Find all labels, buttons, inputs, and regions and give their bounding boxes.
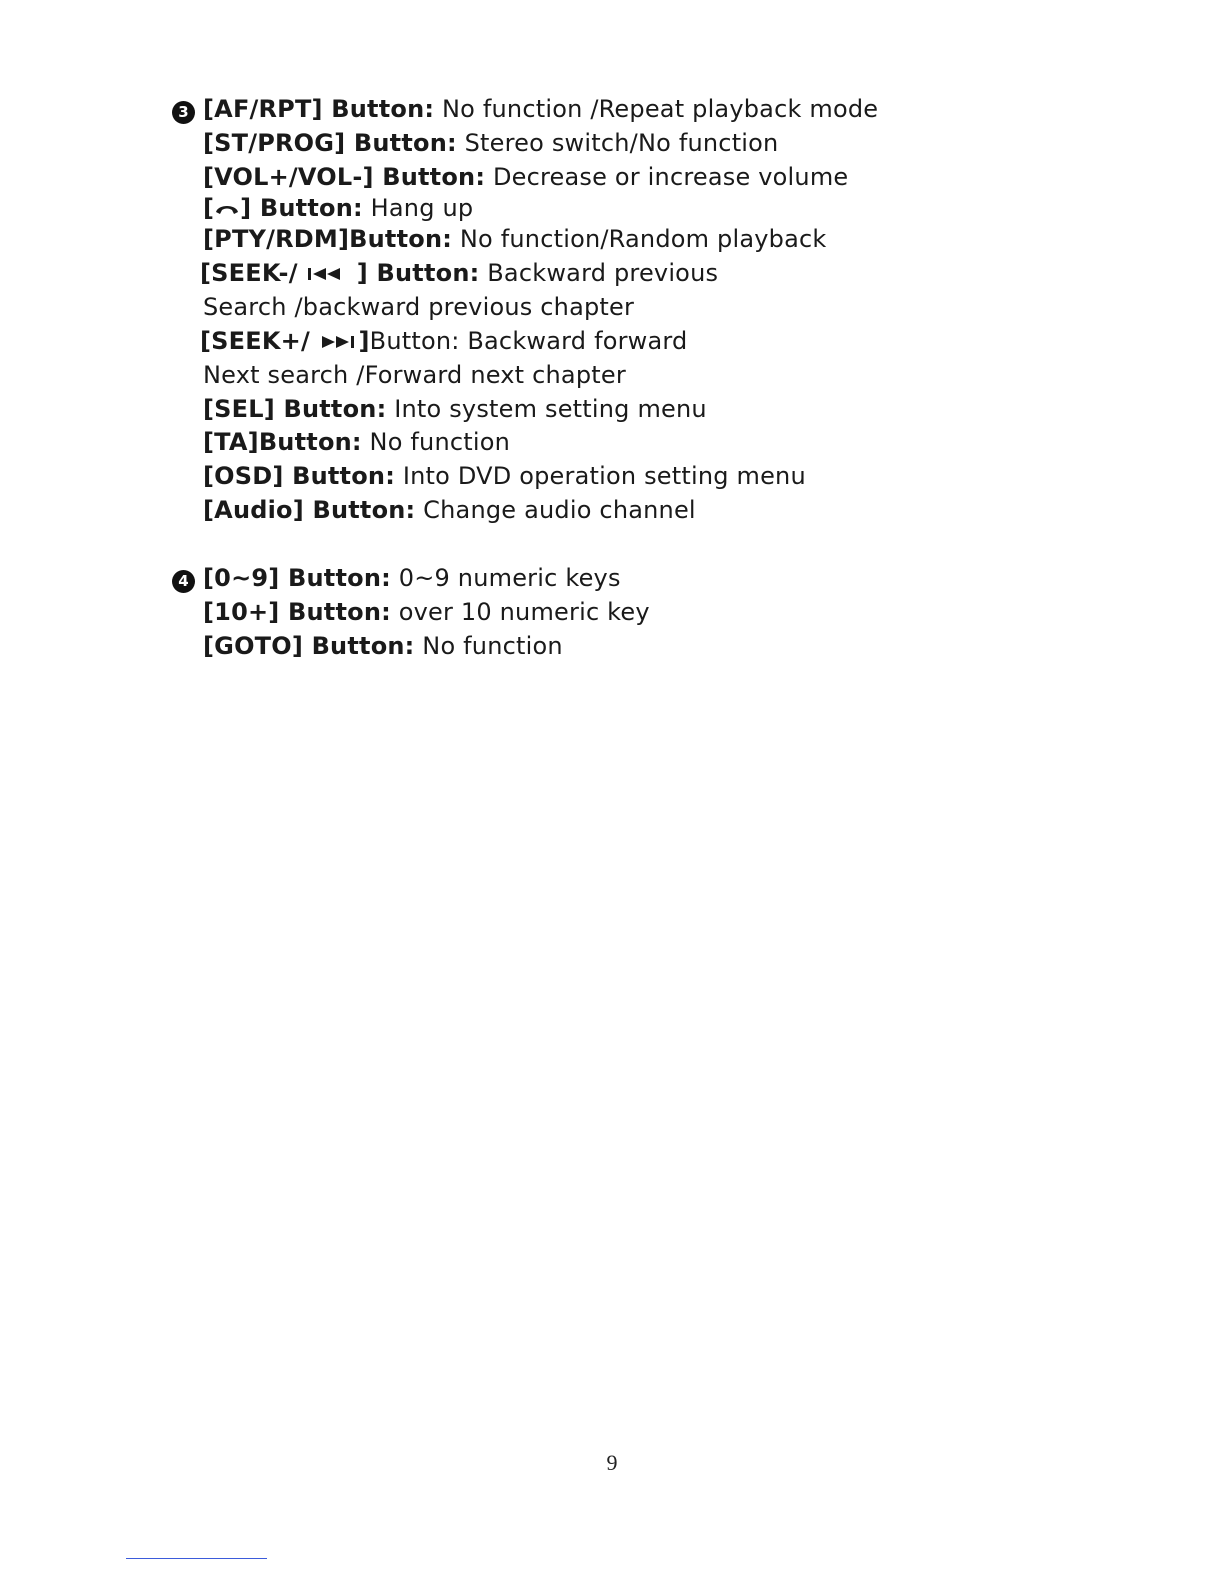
entry-desc: No function /Repeat playback mode <box>434 95 879 123</box>
entry-st-prog <box>203 128 778 158</box>
entry-key: [ST/PROG] Button: <box>203 129 457 157</box>
entry-desc: No function <box>361 428 511 456</box>
entry-desc: No function <box>414 632 563 660</box>
entry-key: [SEL] Button: <box>203 395 387 423</box>
entry-key: [AF/RPT] Button: <box>203 95 435 123</box>
entry-key-pre: [ <box>203 194 215 222</box>
entry-desc: Backward previous <box>479 259 719 287</box>
entry-desc: Decrease or increase volume <box>485 163 849 191</box>
entry-key: [Audio] Button: <box>203 496 416 524</box>
entry-key: [OSD] Button: <box>203 462 395 490</box>
entry-vol <box>203 162 848 192</box>
entry-10-plus <box>203 597 650 627</box>
entry-seek-minus <box>200 258 718 289</box>
entry-desc: 0~9 numeric keys <box>390 564 621 592</box>
entry-desc: Into system setting menu <box>386 395 707 423</box>
skip-previous-icon <box>306 259 348 289</box>
entry-key-post: ] Button: <box>348 259 480 287</box>
entry-seek-minus-continued <box>203 292 634 322</box>
entry-desc: Next search /Forward next chapter <box>203 361 626 389</box>
footer-rule <box>126 1558 267 1559</box>
entry-desc: Hang up <box>362 194 474 222</box>
hang-up-phone-icon <box>214 194 240 224</box>
entry-key-post: ] Button: <box>240 194 363 222</box>
entry-0-9 <box>203 563 621 593</box>
entry-goto <box>203 631 563 661</box>
entry-osd <box>203 461 806 491</box>
entry-seek-plus <box>200 326 688 357</box>
entry-key: [0~9] Button: <box>203 564 391 592</box>
entry-key: [10+] Button: <box>203 598 391 626</box>
entry-desc: No function/Random playback <box>452 225 827 253</box>
entry-key: [VOL+/VOL-] Button: <box>203 163 486 191</box>
entry-desc: Change audio channel <box>415 496 696 524</box>
entry-ta <box>203 427 510 457</box>
entry-key-post: ] <box>358 327 370 355</box>
entry-key: [GOTO] Button: <box>203 632 415 660</box>
entry-af-rpt <box>203 94 878 124</box>
entry-desc: Search /backward previous chapter <box>203 293 635 321</box>
entry-audio <box>203 495 696 525</box>
entry-seek-plus-continued <box>203 360 626 390</box>
entry-desc: Stereo switch/No function <box>456 129 779 157</box>
entry-desc: over 10 numeric key <box>390 598 650 626</box>
entry-key: [PTY/RDM]Button: <box>203 225 453 253</box>
entry-hang-up <box>203 193 473 224</box>
entry-key-pre: [SEEK+/ <box>200 327 319 355</box>
entry-pty-rdm <box>203 224 827 254</box>
page-number: 9 <box>606 1450 618 1475</box>
entry-sel <box>203 394 707 424</box>
section-marker-3: 3 <box>172 101 195 124</box>
entry-key-pre: [SEEK-/ <box>200 259 307 287</box>
section-marker-4: 4 <box>172 570 195 593</box>
entry-key: [TA]Button: <box>203 428 362 456</box>
skip-next-icon <box>318 327 358 357</box>
entry-desc: Into DVD operation setting menu <box>395 462 806 490</box>
entry-desc: Button: Backward forward <box>369 327 688 355</box>
